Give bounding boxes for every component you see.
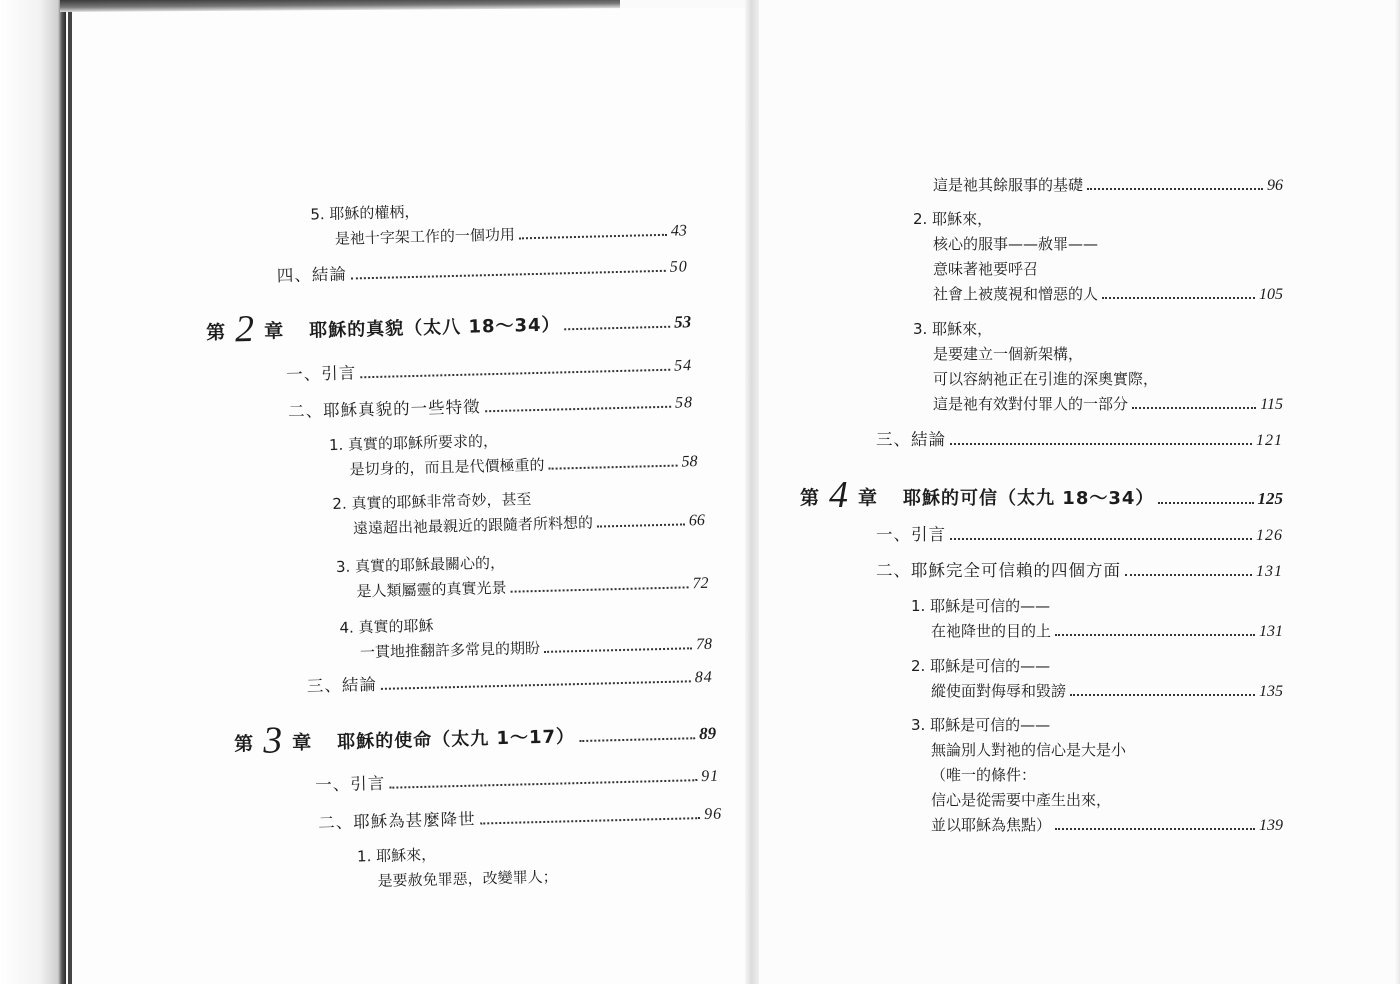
toc-chapter-4[interactable] — [800, 474, 1283, 516]
toc-item-line: 信心是從需要中產生出來， — [931, 791, 1112, 809]
toc-item-line: 無論別人對祂的信心是大是小 — [931, 741, 1127, 759]
leader-dots — [950, 538, 1252, 540]
toc-item-line: 核心的服事——赦罪—— — [933, 235, 1099, 253]
page-number: 66 — [688, 511, 706, 530]
toc-section[interactable] — [876, 558, 1283, 584]
section-label: 一、引言 — [315, 773, 386, 795]
toc-item-line — [933, 173, 1283, 198]
toc-item[interactable] — [911, 594, 1283, 644]
toc-section-line — [876, 427, 1283, 453]
chapter-number: 4 — [829, 474, 849, 516]
chapter-suffix: 章 — [858, 487, 878, 509]
page-number: 139 — [1259, 817, 1283, 834]
page-number: 58 — [674, 394, 694, 412]
page-number: 54 — [673, 357, 693, 375]
leader-dots — [1125, 574, 1252, 576]
leader-dots — [1070, 694, 1255, 696]
page-number: 131 — [1256, 563, 1283, 580]
leader-dots — [950, 443, 1252, 445]
toc-item-text: 並以耶穌為焦點） — [931, 816, 1052, 834]
section-label: 三、結論 — [306, 675, 378, 696]
toc-item-line: 是要赦免罪惡，改變罪人； — [377, 867, 558, 891]
section-label: 四、結論 — [276, 264, 348, 286]
toc-item-line: 5. 耶穌的權柄， — [310, 202, 420, 224]
toc-section[interactable] — [876, 522, 1283, 548]
section-label: 二、耶穌真貌的一些特徵 — [287, 397, 481, 422]
page-number: 89 — [698, 723, 717, 744]
page-number: 78 — [695, 635, 713, 654]
chapter-prefix: 第 — [800, 487, 820, 509]
chapter-title: 耶穌的使命（太九 1～17） — [337, 726, 576, 753]
section-label: 二、耶穌為甚麼降世 — [317, 809, 476, 833]
toc-item-line: 可以容納祂正在引進的深奧實際， — [933, 370, 1159, 388]
toc-item-text: 是人類屬靈的真實光景 — [356, 578, 507, 601]
leader-dots — [1087, 188, 1263, 190]
page-number: 135 — [1259, 683, 1283, 700]
page-number: 84 — [694, 668, 713, 687]
toc-item-line: 2. 耶穌是可信的—— — [911, 657, 1051, 675]
chapter-number: 3 — [262, 719, 283, 762]
leader-dots — [1102, 297, 1255, 299]
page-number: 125 — [1257, 489, 1283, 508]
page-number: 96 — [703, 805, 723, 824]
toc-item-line — [911, 679, 1283, 704]
leader-dots — [1158, 502, 1253, 504]
chapter-number: 2 — [234, 307, 255, 351]
toc-item[interactable] — [933, 173, 1283, 198]
chapter-prefix: 第 — [205, 321, 226, 345]
section-label: 一、引言 — [876, 525, 946, 544]
toc-section-line — [876, 522, 1283, 548]
chapter-prefix: 第 — [233, 733, 254, 756]
chapter-suffix: 章 — [291, 731, 312, 755]
page-number: 96 — [1267, 177, 1283, 194]
toc-item-line — [913, 392, 1283, 417]
toc-item-line: 2. 真實的耶穌非常奇妙，甚至 — [332, 490, 532, 514]
page-number: 53 — [673, 312, 692, 332]
chapter-title: 耶穌的真貌（太八 18～34） — [308, 314, 561, 342]
section-label: 一、引言 — [286, 363, 357, 385]
leader-dots — [1055, 828, 1255, 830]
toc-item-line: （唯一的條件： — [931, 766, 1037, 784]
toc-section-line — [876, 558, 1283, 584]
toc-item[interactable] — [911, 713, 1283, 838]
toc-item-line: 1. 真實的耶穌所要求的， — [328, 431, 499, 455]
toc-item[interactable] — [913, 207, 1283, 307]
toc-item-text: 這是祂有效對付罪人的一部分 — [933, 395, 1129, 413]
page-number: 121 — [1256, 432, 1283, 449]
page-number: 50 — [669, 258, 688, 276]
section-label: 二、耶穌完全可信賴的四個方面 — [876, 561, 1121, 580]
toc-item-line — [911, 619, 1283, 644]
toc-item-text: 是切身的，而且是代價極重的 — [349, 455, 545, 479]
page-number: 131 — [1259, 623, 1283, 640]
page-number: 58 — [681, 453, 698, 471]
page-number: 105 — [1259, 286, 1283, 303]
page-number: 72 — [692, 574, 709, 593]
toc-item-line: 4. 真實的耶穌 — [339, 616, 434, 637]
page-number: 115 — [1260, 396, 1283, 413]
toc-item-line: 3. 耶穌來， — [913, 320, 993, 338]
toc-item-line — [911, 813, 1283, 838]
toc-item-text: 這是祂其餘服事的基礎 — [933, 176, 1084, 194]
page-number: 43 — [670, 222, 688, 240]
toc-item-line: 1. 耶穌是可信的—— — [911, 597, 1051, 615]
toc-item-text: 一貫地推翻許多常見的期盼 — [359, 639, 541, 662]
toc-item-line: 意味著祂要呼召 — [933, 260, 1039, 278]
toc-item-text: 社會上被蔑視和憎惡的人 — [933, 285, 1099, 303]
toc-item-line: 是要建立一個新架構， — [933, 345, 1084, 363]
toc-item-line: 3. 真實的耶穌最關心的， — [335, 553, 506, 576]
toc-item-text: 在祂降世的目的上 — [931, 622, 1052, 640]
toc-item[interactable] — [911, 654, 1283, 704]
toc-item-text: 縱使面對侮辱和毀謗 — [931, 682, 1067, 700]
toc-item-line: 1. 耶穌來， — [356, 845, 437, 866]
page-number: 126 — [1256, 527, 1283, 544]
leader-dots — [1132, 407, 1256, 409]
toc-item-text: 是祂十字架工作的一個功用 — [334, 225, 516, 248]
chapter-title: 耶穌的可信（太九 18～34） — [903, 488, 1155, 509]
toc-section[interactable] — [876, 427, 1283, 453]
chapter-suffix: 章 — [263, 320, 284, 343]
toc-item[interactable] — [913, 317, 1283, 417]
leader-dots — [1055, 634, 1255, 636]
section-label: 三、結論 — [876, 430, 946, 449]
toc-item-text: 遠遠超出祂最親近的跟隨者所料想的 — [352, 513, 594, 538]
toc-item-line — [913, 282, 1283, 307]
toc-item-line: 3. 耶穌是可信的—— — [911, 716, 1051, 734]
toc-item-line: 2. 耶穌來， — [913, 210, 993, 228]
page-number: 91 — [700, 767, 720, 786]
